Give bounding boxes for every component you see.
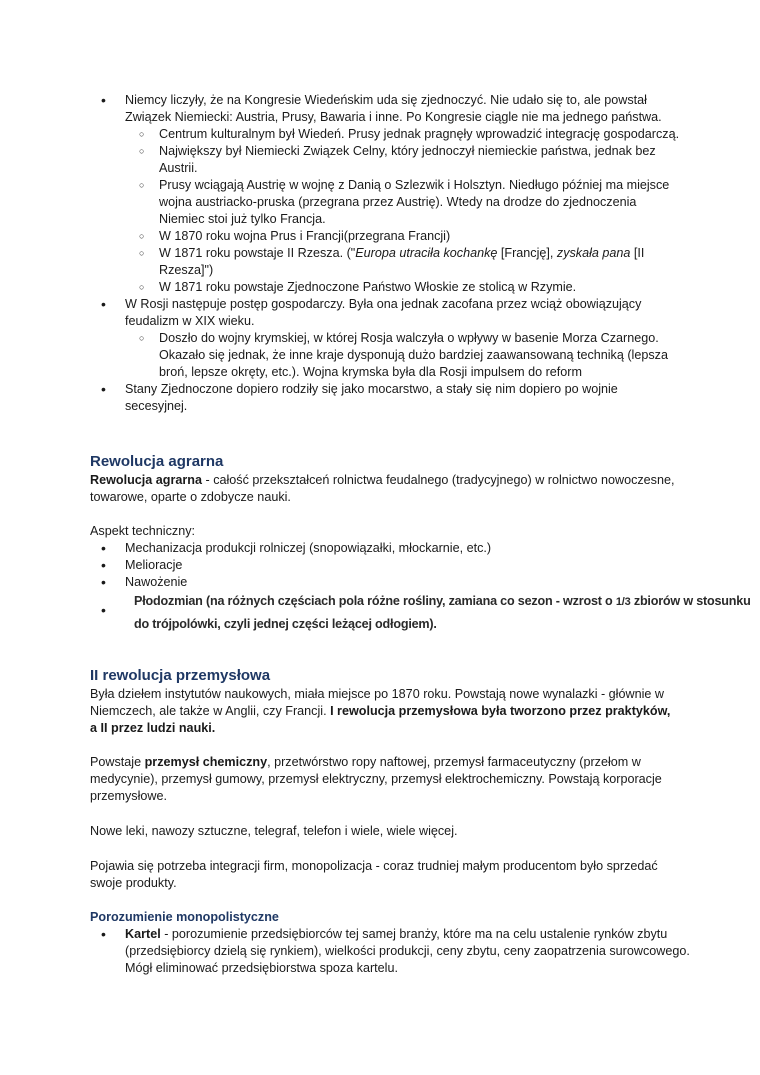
bold-text: I rewolucja przemysłowa była tworzono przez praktyków, a II przez ludzi nauki.: [90, 704, 671, 735]
text: zbiorów w stosunku do trójpolówki, czyli jednej części leżącej odłogiem).: [134, 594, 751, 631]
paragraph-4: Pojawia się potrzeba integracji firm, monopolizacja - coraz trudniej małym producentom było sprzedać swoje produkty.: [90, 859, 658, 890]
paragraph-1: [90, 686, 680, 737]
heading-rewolucja-agrarna: Rewolucja agrarna: [90, 453, 224, 470]
quote-italic: Europa utraciła kochankę: [355, 246, 498, 260]
list-item: • Mechanizacja produkcji rolniczej (snopowiązałki, młockarnie, etc.): [90, 540, 690, 557]
list-item: ○ Największy był Niemiecki Związek Celny, który jednoczył niemieckie państwa, jednak bez Austrii.: [125, 143, 680, 177]
list-item: ○ Centrum kulturalnym był Wiedeń. Prusy jednak pragnęły wprowadzić integrację gospodarczą.: [125, 126, 680, 143]
definition-agrarna: [90, 472, 680, 506]
term: Kartel: [125, 927, 161, 941]
quote-italic: zyskała pana: [556, 246, 631, 260]
bullet-usa: Stany Zjednoczone dopiero rodziły się jako mocarstwo, a stały się nim dopiero po wojnie secesyjnej.: [125, 382, 618, 413]
aspect-label: Aspekt techniczny:: [90, 524, 195, 538]
bullet-russia: W Rosji następuje postęp gospodarczy. Była ona jednak zacofana przez wciąż obowiązujący feudalizm w XIX wieku.: [125, 297, 642, 328]
history-bullets: [90, 92, 680, 415]
list-item: [90, 926, 690, 977]
list-item: • Nawożenie: [90, 574, 690, 591]
list-item: ○ W 1871 roku powstaje Zjednoczone Państwo Włoskie ze stolicą w Rzymie.: [125, 279, 680, 296]
list-item: [90, 92, 680, 296]
list-item: • Melioracje: [90, 557, 690, 574]
text: , przetwórstwo ropy naftowej, przemysł farmaceutyczny (przełom w medycynie), przemysł gumowy, przemysł elektryczny, przemysł elektrochemiczny. Powstają korporacje przemysłowe.: [90, 755, 662, 803]
paragraph-3: Nowe leki, nawozy sztuczne, telegraf, telefon i wiele, wiele więcej.: [90, 824, 458, 838]
list-item: [90, 296, 680, 381]
text: [Francję],: [497, 246, 557, 260]
list-item: [90, 381, 680, 415]
text: [II Rzesza]"): [159, 246, 645, 277]
heading-ii-rewolucja: II rewolucja przemysłowa: [90, 667, 271, 684]
bullet-germany: Niemcy liczyły, że na Kongresie Wiedeńskim uda się zjednoczyć. Nie udało się to, ale powstał Związek Niemiecki: Austria, Prusy, Bawaria i inne. Po Kongresie ciągle nie ma jednego państwa.: [125, 93, 662, 124]
text: - porozumienie przedsiębiorców tej samej branży, które ma na celu ustalenie rynków zbytu (przedsiębiorcy dzielą się rynkiem), wielkości produkcji, ceny zbytu, ceny zaopatrzenia surowcowego. Mógł eliminować przedsiębiorstwa spoza kartelu.: [125, 927, 690, 975]
kartel-list: [90, 926, 690, 977]
list-item: ○ Prusy wciągają Austrię w wojnę z Danią o Szlezwik i Holsztyn. Niedługo później ma miejsce wojna austriacko-pruska (przegrana przez Austrię). Wtedy na drodze do zjednoczenia Niemiec stoi już tylko Francja.: [125, 177, 680, 228]
list-item: ○ W 1870 roku wojna Prus i Francji(przegrana Francji): [125, 228, 680, 245]
text: Płodozmian (na różnych częściach pola różne rośliny, zamiana co sezon - wzrost o: [134, 594, 616, 608]
text: - całość przekształceń rolnictwa feudalnego (tradycyjnego) w rolnictwo nowoczesne, towarowe, oparte o zdobycze nauki.: [90, 473, 675, 504]
document-page: • Niemcy liczyły, że na Kongresie Wiedeńskim uda się zjednoczyć. Nie udało się to, ale powstał Związek Niemiecki: Austria, Prusy, Bawaria i inne. Po Kongresie ciągle nie ma jednego państwa. ○ Centrum kulturalnym był Wiedeń. Prusy jednak pragnęły wprowadzić integrację gospodarczą. ○ Największy był Niemiecki Związek Celny, który jednoczył niemieckie państwa, jednak bez Austrii. ○ Prusy wciągają Austrię w wojnę z Danią o Szlezwik i Holsztyn. Niedługo później ma miejsce wojna austriacko-pruska (przegrana przez Austrię). Wtedy na drodze do zjednoczenia Niemiec stoi już tylko Francja. ○ W 1870 roku wojna Prus i Francji(przegrana Francji) ○ W 1871 roku powstaje II Rzesza. ("Europa utraciła kochankę [Francję], zyskała pana [II Rzesza]") ○ W 1871 roku powstaje Zjednoczone Państwo Włoskie ze stolicą w Rzymie. • W Rosji następuje postęp gospodarczy. Była ona jednak zacofana przez wciąż obowiązujący feudalizm w XIX wieku. ○ Doszło do wojny krymskiej, w której Rosja walczyła o wpływy w basenie Morza Czarnego. Okazało się jednak, że inne kraje dysponują dużo bardziej zaawansowaną techniką (lepsza broń, lepsze okręty, etc.). Wojna krymska była dla Rosji impulsem do reform • Stany Zjednoczone dopiero rodziły się jako mocarstwo, a stały się nim dopiero po wojnie secesyjnej. Rewolucja agrarna Rewolucja agrarna - całość przekształceń rolnictwa feudalnego (tradycyjnego) w rolnictwo nowoczesne, towarowe, oparte o zdobycze nauki. Aspekt techniczny: • Mechanizacja produkcji rolniczej (snopowiązałki, młockarnie, etc.) • Melioracje • Nawożenie • Płodozmian (na różnych częściach pola różne rośliny, zamiana co sezon - wzrost o 1/3 zbiorów w stosunku do trójpolówki, czyli jednej części leżącej odłogiem). II rewolucja przemysłowa Była dziełem instytutów naukowych, miała miejsce po 1870 roku. Powstają nowe wynalazki - głównie w Niemczech, ale także w Anglii, czy Francji. I rewolucja przemysłowa była tworzono przez praktyków, a II przez ludzi nauki. Powstaje przemysł chemiczny, przetwórstwo ropy naftowej, przemysł farmaceutyczny (przełom w medycynie), przemysł gumowy, przemysł elektryczny, przemysł elektrochemiczny. Powstają korporacje przemysłowe. Nowe leki, nawozy sztuczne, telegraf, telefon i wiele, wiele więcej. Pojawia się potrzeba integracji firm, monopolizacja - coraz trudniej małym producentom było sprzedać swoje produkty. Porozumienie monopolistyczne • Kartel - porozumienie przedsiębiorców tej samej branży, które ma na celu ustalenie rynków zbytu (przedsiębiorcy dzielą się rynkiem), wielkości produkcji, ceny zbytu, ceny zaopatrzenia surowcowego. Mógł eliminować przedsiębiorstwa spoza kartelu.: [0, 0, 760, 1075]
text: Była dziełem instytutów naukowych, miała miejsce po 1870 roku. Powstają nowe wynalazki - głównie w Niemczech, ale także w Anglii, czy Francji.: [90, 687, 664, 718]
bold-text: przemysł chemiczny: [144, 755, 268, 769]
term: Rewolucja agrarna: [90, 473, 202, 487]
plodozmian-text: [134, 590, 760, 635]
subheading-porozumienie: Porozumienie monopolistyczne: [90, 910, 279, 924]
list-item: [125, 245, 680, 279]
fraction: 1/3: [615, 596, 631, 608]
paragraph-2: [90, 754, 680, 805]
text: W 1871 roku powstaje II Rzesza. (": [159, 246, 356, 260]
agrarna-list: [90, 540, 690, 591]
text: Powstaje: [90, 755, 145, 769]
list-item: ○ Doszło do wojny krymskiej, w której Rosja walczyła o wpływy w basenie Morza Czarnego. Okazało się jednak, że inne kraje dysponują dużo bardziej zaawansowaną techniką (lepsza broń, lepsze okręty, etc.). Wojna krymska była dla Rosji impulsem do reform: [125, 330, 680, 381]
